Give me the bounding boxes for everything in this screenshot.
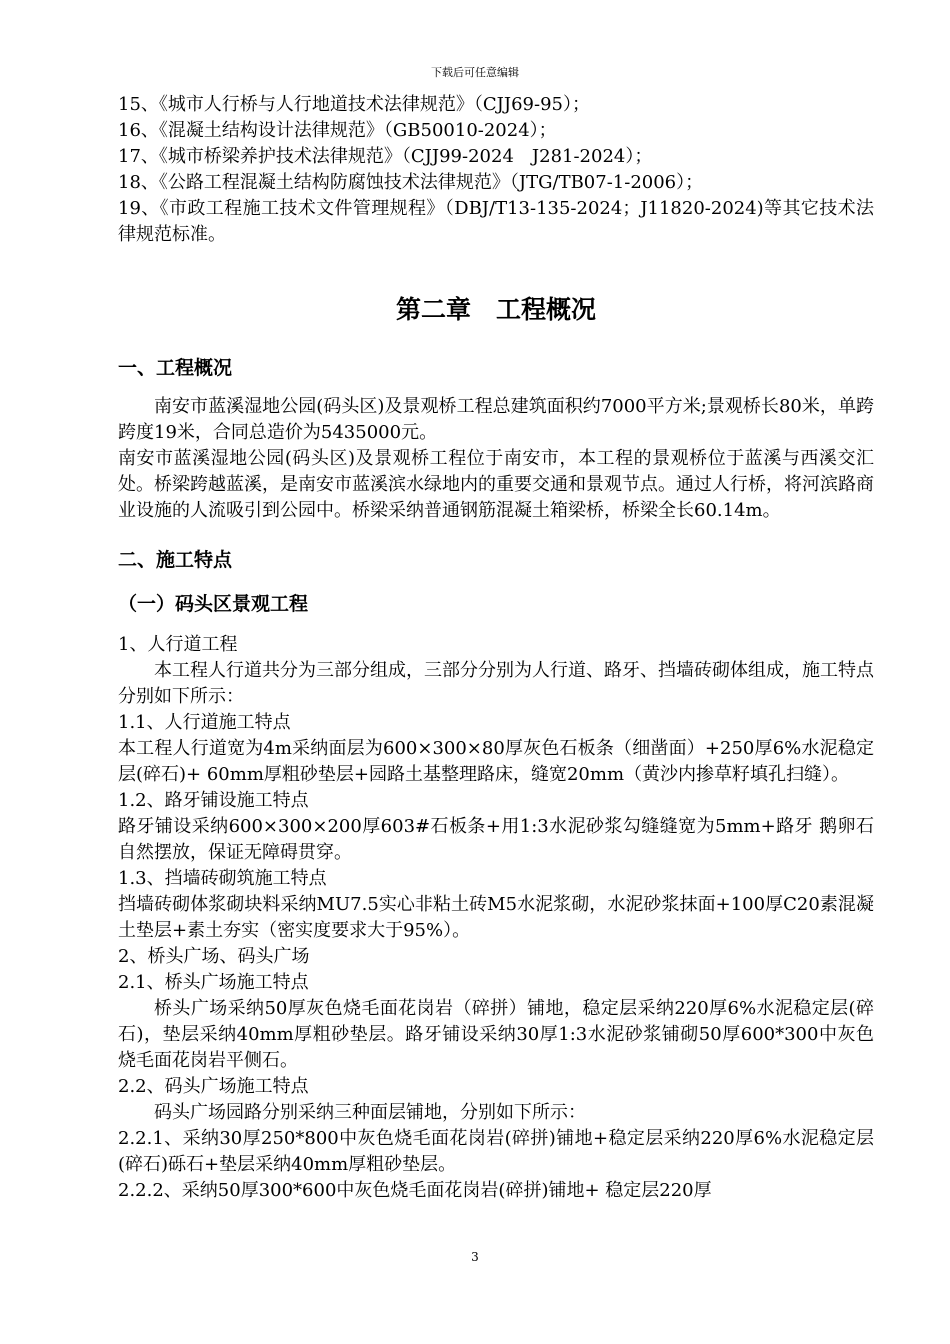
paragraph: 2.2.2、采纳50厚300*600中灰色烧毛面花岗岩(碎拼)铺地+ 稳定层220厚 — [118, 1180, 712, 1201]
paragraph: 路牙铺设采纳600×300×200厚603#石板条+用1:3水泥砂浆勾缝缝宽为5mm+路牙 鹅卵石自然摆放，保证无障碍贯穿。 — [118, 816, 874, 863]
paragraph: 本工程人行道宽为4m采纳面层为600×300×80厚灰色石板条（细凿面）+250厚6%水泥稳定层(碎石)+ 60mm厚粗砂垫层+园路土基整理路床，缝宽20mm（黄沙内掺草籽填孔扫缝）。 — [118, 738, 874, 785]
paragraph: 本工程人行道共分为三部分组成，三部分分别为人行道、路牙、挡墙砖砌体组成，施工特点分别如下所示： — [118, 660, 874, 707]
item-heading: 1、人行道工程 — [118, 634, 238, 655]
item-heading: 2、桥头广场、码头广场 — [118, 946, 310, 967]
item-heading: 2.2、码头广场施工特点 — [118, 1076, 309, 1097]
subsection-heading: （一）码头区景观工程 — [118, 593, 309, 615]
item-heading: 2.1、桥头广场施工特点 — [118, 972, 309, 993]
paragraph: 码头广场园路分别采纳三种面层铺地，分别如下所示： — [154, 1102, 586, 1123]
page-header: 下载后可任意编辑 — [431, 66, 519, 79]
document-body — [118, 92, 874, 1204]
item-heading: 1.3、挡墙砖砌筑施工特点 — [118, 868, 327, 889]
paragraph: 2.2.1、采纳30厚250*800中灰色烧毛面花岗岩(碎拼)铺地+稳定层采纳220厚6%水泥稳定层(碎石)砾石+垫层采纳40mm厚粗砂垫层。 — [118, 1128, 874, 1175]
reference-item: 19、《市政工程施工技术文件管理规程》（DBJ/T13-135-2024；J11820-2024)等其它技术法律规范标准。 — [118, 198, 874, 245]
paragraph: 挡墙砖砌体浆砌块料采纳MU7.5实心非粘土砖M5水泥浆砌，水泥砂浆抹面+100厚C20素混凝土垫层+素土夯实（密实度要求大于95%）。 — [118, 894, 874, 941]
chapter-title: 第二章 工程概况 — [395, 295, 596, 324]
paragraph: 南安市蓝溪湿地公园(码头区)及景观桥工程位于南安市，本工程的景观桥位于蓝溪与西溪交汇处。桥梁跨越蓝溪，是南安市蓝溪滨水绿地内的重要交通和景观节点。通过人行桥，将河滨路商业设施的人流吸引到公园中。桥梁采纳普通钢筋混凝土箱梁桥，桥梁全长60.14m。 — [118, 448, 874, 521]
section-heading: 一、工程概况 — [118, 357, 233, 379]
reference-list — [118, 92, 874, 248]
reference-item: 15、《城市人行桥与人行地道技术法律规范》（CJJ69-95）； — [118, 94, 590, 115]
item-heading: 1.2、路牙铺设施工特点 — [118, 790, 309, 811]
reference-item: 17、《城市桥梁养护技术法律规范》（CJJ99-2024 J281-2024）； — [118, 146, 653, 167]
item-heading: 1.1、人行道施工特点 — [118, 712, 291, 733]
reference-item: 16、《混凝土结构设计法律规范》（GB50010-2024）； — [118, 120, 557, 141]
page-number: 3 — [471, 1250, 479, 1264]
section-heading: 二、施工特点 — [118, 549, 233, 571]
reference-item: 18、《公路工程混凝土结构防腐蚀技术法律规范》（JTG/TB07-1-2006）； — [118, 172, 704, 193]
paragraph: 桥头广场采纳50厚灰色烧毛面花岗岩（碎拼）铺地，稳定层采纳220厚6%水泥稳定层(碎石)，垫层采纳40mm厚粗砂垫层。路牙铺设采纳30厚1:3水泥砂浆铺砌50厚600*300中灰色烧毛面花岗岩平侧石。 — [118, 998, 874, 1071]
paragraph: 南安市蓝溪湿地公园(码头区)及景观桥工程总建筑面积约7000平方米;景观桥长80米，单跨跨度19米，合同总造价为5435000元。 — [118, 396, 874, 443]
